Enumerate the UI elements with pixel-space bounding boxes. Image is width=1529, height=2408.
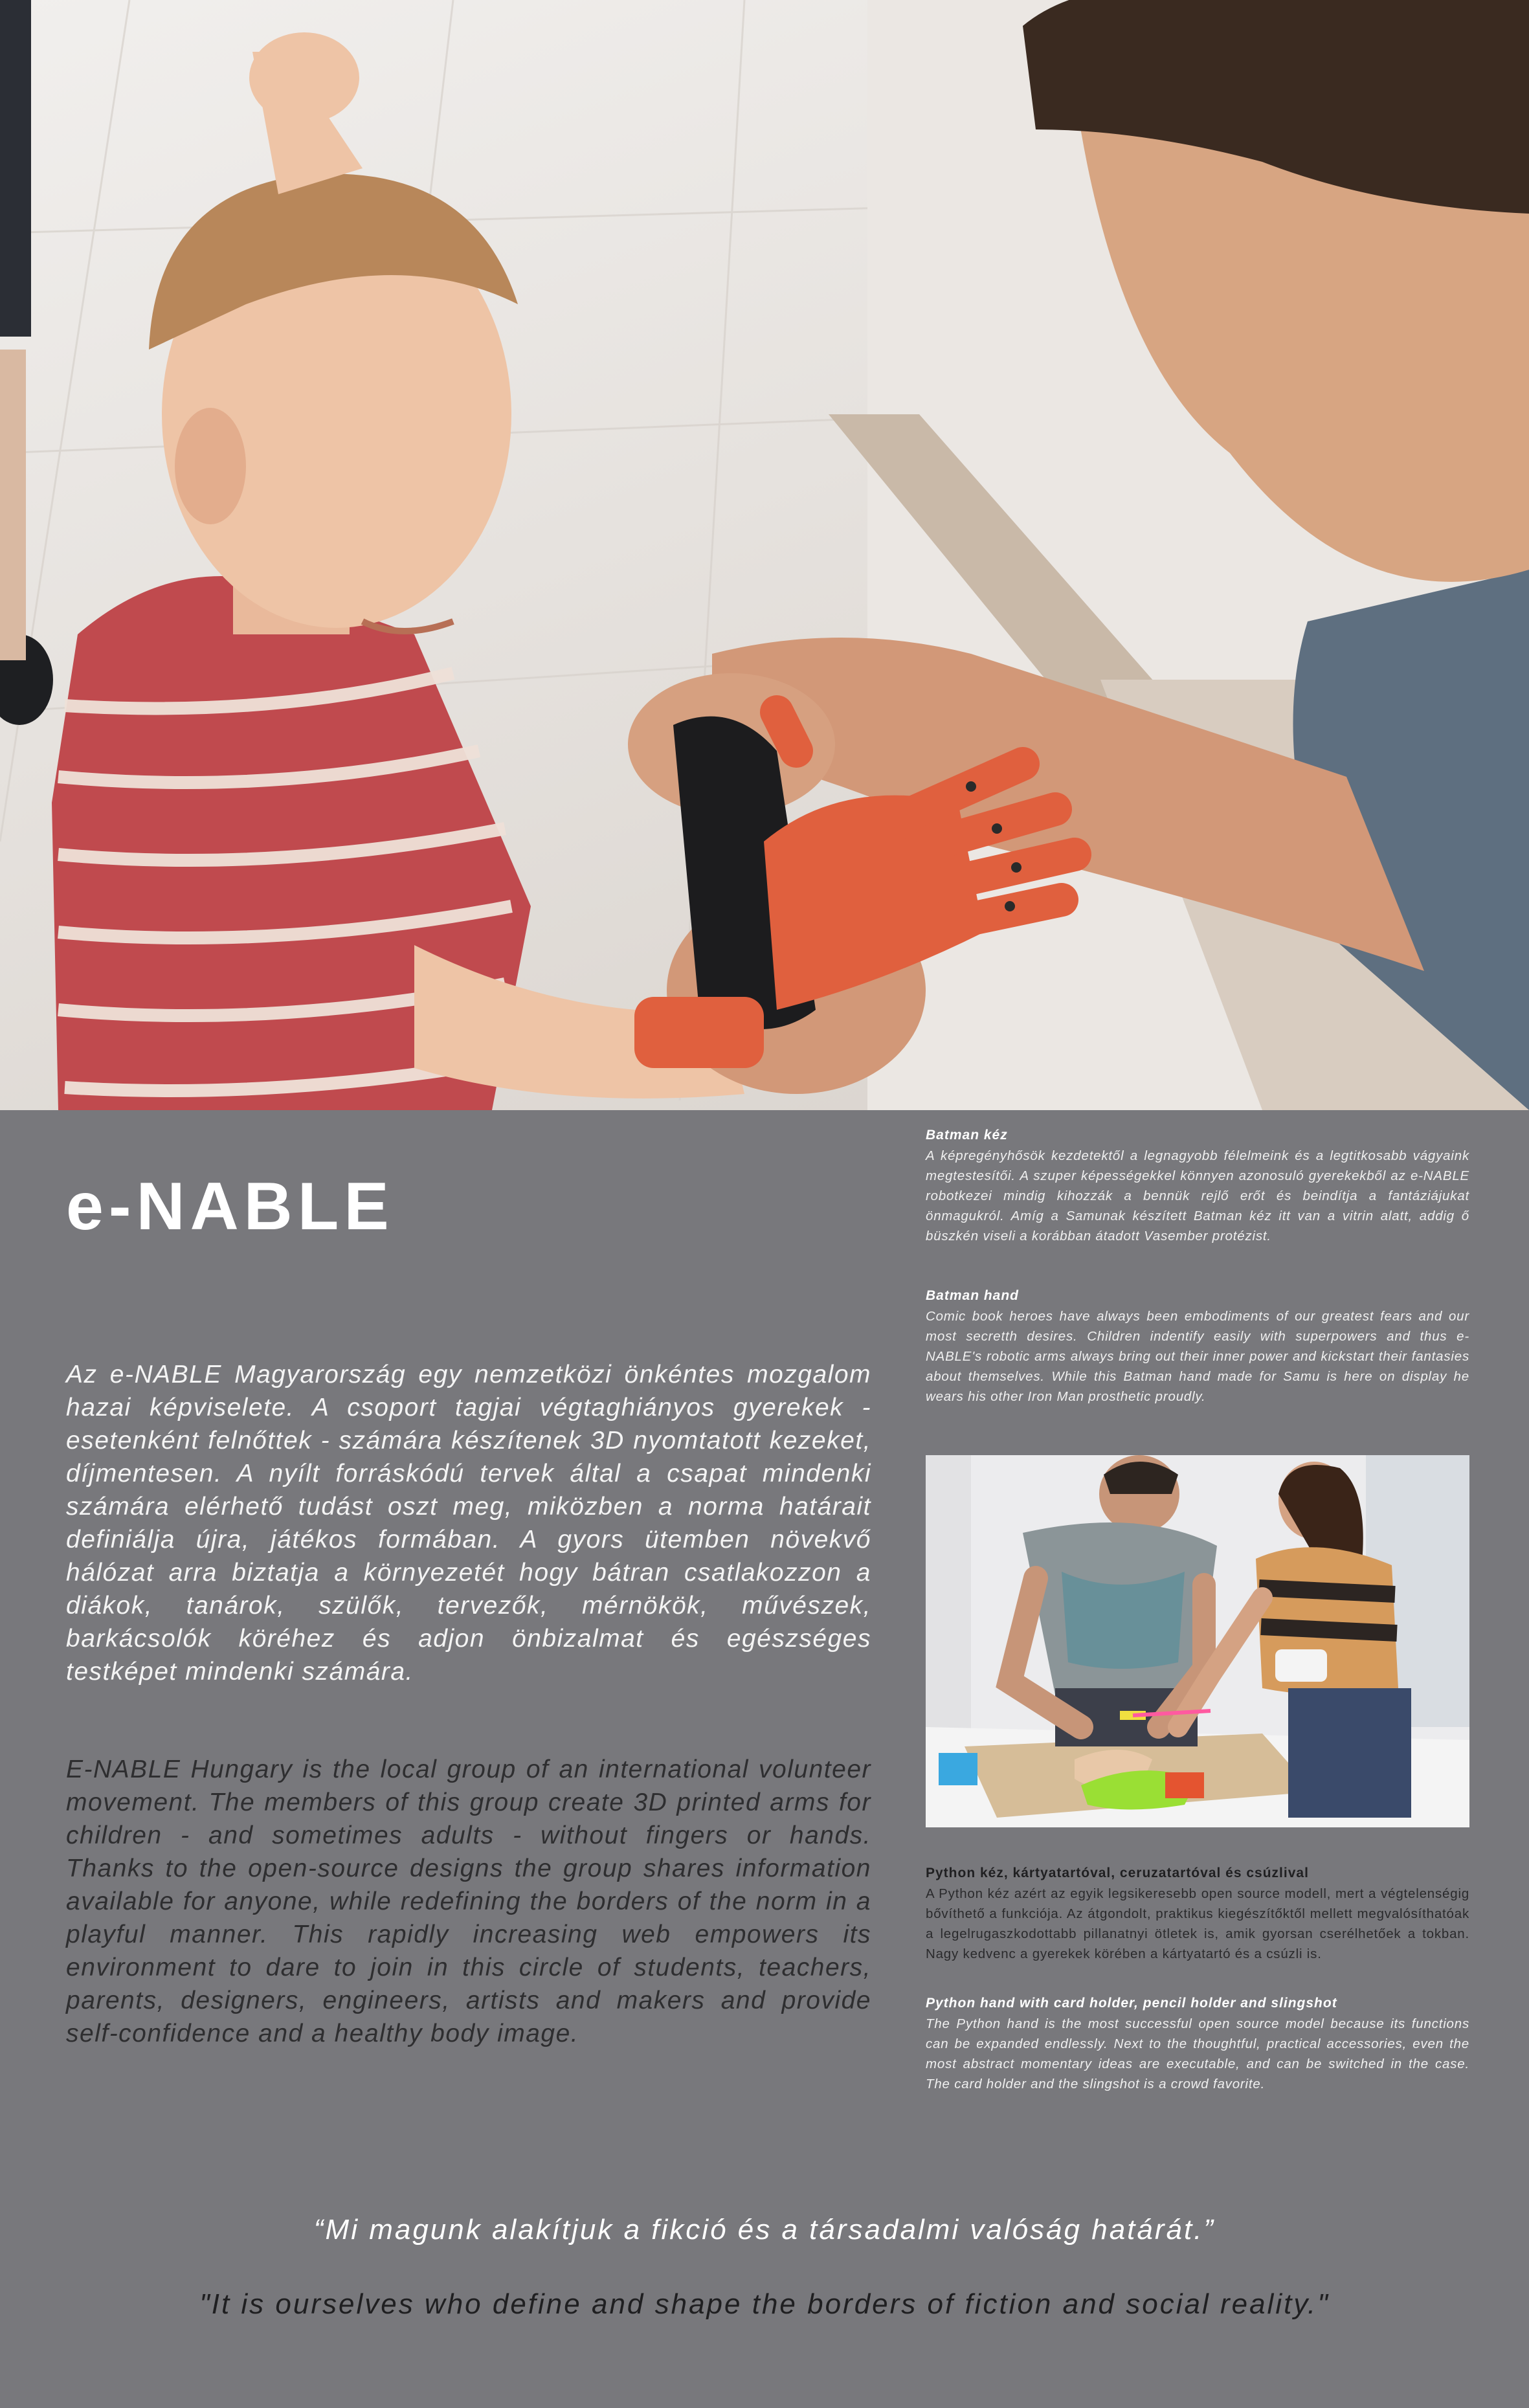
batman-hand-en-heading: Batman hand (926, 1288, 1020, 1303)
batman-hand-hu-heading: Batman kéz (926, 1128, 1008, 1143)
hero-photo-illustration (0, 0, 1529, 1110)
batman-hand-hu-block (926, 1128, 1469, 1246)
quote-hungarian: “Mi magunk alakítjuk a fikció és a társadalmi valóság határát.” (313, 2214, 1216, 2246)
description-english: E-NABLE Hungary is the local group of an international volunteer movement. The members of this group create 3D printed arms for children - and sometimes adults - without fingers or hands. Thanks to the open-source designs the group shares information available for anyone, while redefining the borders of the norm in a playful manner. This rapidly increasing web empowers its environment to dare to join in this circle of students, teachers, parents, designers, engineers, artists and makers and provide self-confidence and a healthy body image. (66, 1756, 871, 2047)
description-hungarian: Az e-NABLE Magyarország egy nemzetközi önkéntes mozgalom hazai képviselete. A csoport tagjai végtaghiányos gyerekek - esetenként felnőttek - számára készítenek 3D nyomtatott kezeket, díjmentesen. A nyílt forráskódú tervek által a csapat mindenki számára elérhető tudást oszt meg, miközben a norma határait definiálja újra, játékos formában. A gyors ütemben növekvő hálózat arra biztatja a környezetét hogy bátran csatlakozzon a diákok, tanárok, szülők, tervezők, mérnökök, művészek, barkácsolók köréhez és adjon önbizalmat és egészséges testképet mindenki számára. (66, 1361, 871, 1686)
python-hand-en-text: The Python hand is the most successful open source model because its functions can be expanded endlessly. Next to the thoughtful, practical accessories, even the most abstract momentary ideas are executable, and can be switched in the case. The card holder and the slingshot is a crowd favorite. (926, 2016, 1469, 2091)
python-hand-hu-text: A Python kéz azért az egyik legsikeresebb open source modell, mert a végtelenségig bővíthető a funkciója. Az átgondolt, praktikus kiegészítőktől mellett megvalósíthatóak a legelrugaszkodottabb pillanatnyi ötletek is, amik gyorsan cserélhetőek a tokban. Nagy kedvenc a gyerekek körében a kártyatartó és a csúzli is. (926, 1886, 1469, 1961)
batman-hand-en-text: Comic book heroes have always been embodiments of our greatest fears and our most secretth desires. Children indentify easily with superpowers and thus e-NABLE's robotic arms always bring out their inner power and kickstart their fantasies about themselves. While this Batman hand made for Samu is here on display he wears his other Iron Man prosthetic proudly. (926, 1309, 1469, 1404)
python-hand-hu-heading: Python kéz, kártyatartóval, ceruzatartóval és csúzlival (926, 1866, 1309, 1880)
batman-hand-en-block (926, 1288, 1469, 1407)
hero-photo (0, 0, 1529, 1110)
workshop-photo (926, 1455, 1469, 1827)
page-title: e-NABLE (66, 1169, 394, 1244)
workshop-photo-illustration (926, 1455, 1469, 1827)
batman-hand-hu-text: A képregényhősök kezdetektől a legnagyobb félelmeink és a legtitkosabb vágyaink megtestesítői. A szuper képességekkel könnyen azonosuló gyerekekből az e-NABLE robotkezei mindig kihozzák a bennük rejlő erőt és beindítja a fantáziájukat önmagukról. Amíg a Samunak készített Batman kéz itt van a vitrin alatt, addig ő büszkén viseli a korábban átadott Vasember protézist. (926, 1148, 1469, 1243)
python-hand-en-block (926, 1996, 1469, 2094)
quote-english: "It is ourselves who define and shape the borders of fiction and social reality." (199, 2288, 1330, 2320)
python-hand-en-heading: Python hand with card holder, pencil holder and slingshot (926, 1996, 1337, 2011)
python-hand-hu-block (926, 1866, 1469, 1964)
